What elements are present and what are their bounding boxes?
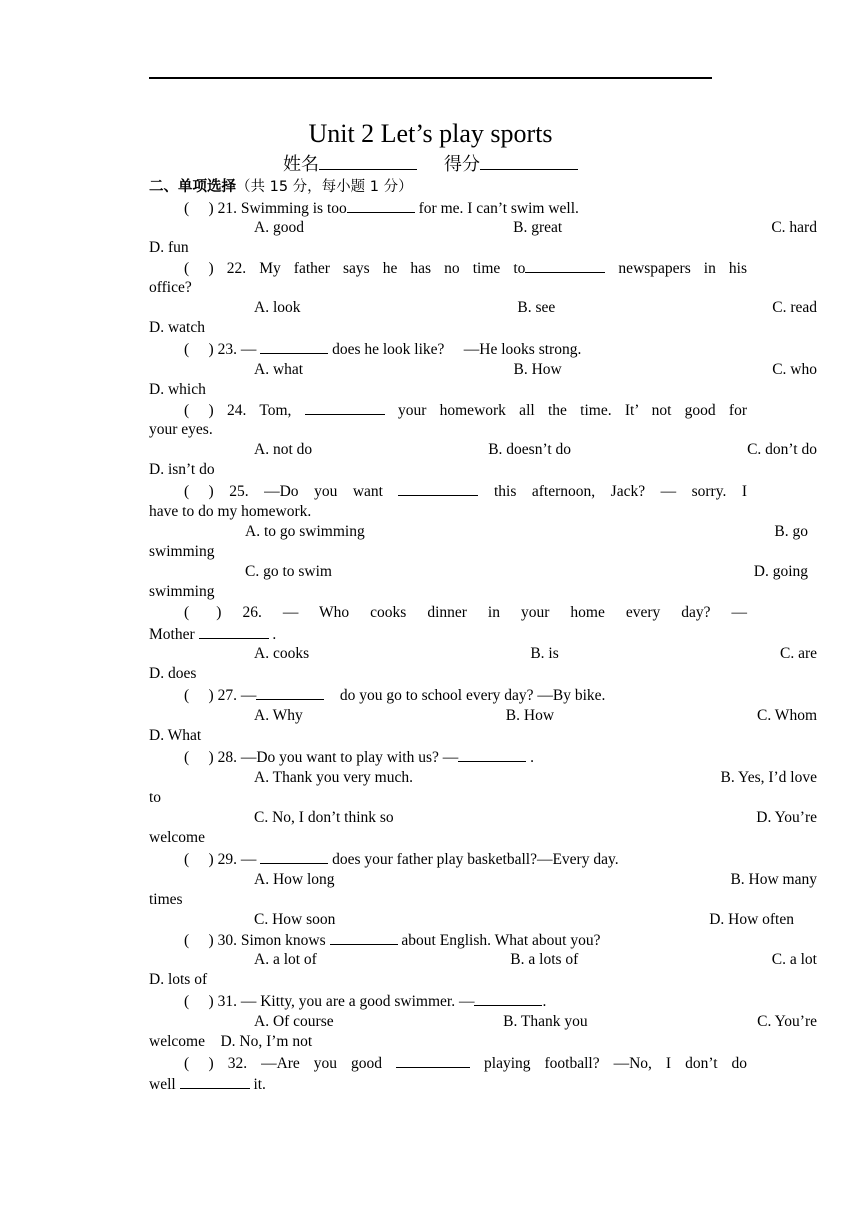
question-stem-end: for me. I can’t swim well.: [414, 200, 579, 217]
options-row: [149, 950, 817, 970]
question-stem: well: [149, 1076, 180, 1093]
option-overflow: swimming: [149, 543, 215, 560]
option-c: C. Whom: [757, 707, 817, 724]
answer-blank: [458, 747, 526, 762]
question-continuation: have to do my homework.: [149, 503, 312, 520]
question-number: 30.: [217, 932, 237, 949]
option-overflow: swimming: [149, 583, 215, 600]
answer-blank: [347, 198, 415, 213]
question-stem-end: do you go to school every day? —By bike.: [324, 687, 606, 704]
question-number: 31.: [217, 993, 237, 1010]
question-stem: Simon knows: [240, 932, 330, 949]
options-row: [149, 768, 817, 788]
option-b: B. is: [530, 645, 559, 662]
option-a: A. to go swimming: [245, 523, 365, 540]
option-a: A. look: [254, 299, 301, 316]
score-label: 得分: [444, 154, 480, 174]
question-stem: —: [240, 341, 261, 358]
option-b: B. great: [513, 219, 563, 236]
option-a: A. Thank you very much.: [254, 769, 413, 786]
option-d: D. does: [149, 665, 197, 682]
answer-blank: [474, 991, 542, 1006]
question-number: 29.: [217, 851, 237, 868]
option-a: A. good: [254, 219, 304, 236]
options-row: [149, 910, 794, 930]
question-stem: —Do you want to play with us? —: [240, 749, 459, 766]
option-a: A. Of course: [254, 1013, 334, 1030]
name-blank[interactable]: [319, 153, 417, 170]
question-stem: Mother: [149, 626, 199, 643]
question-stem-end: this afternoon, Jack? — sorry. I: [478, 483, 748, 500]
question-stem-end: your homework all the time. It’ not good for: [384, 402, 747, 419]
option-b: B. see: [517, 299, 556, 316]
question-stem-end: does your father play basketball?—Every day.: [328, 851, 619, 868]
options-row: [149, 522, 808, 542]
option-c: C. read: [772, 299, 817, 316]
question-stem: Tom,: [259, 402, 305, 419]
question-stem: Swimming is too: [240, 200, 347, 217]
option-d: D. How often: [709, 911, 794, 928]
question-30: [149, 930, 747, 951]
options-row: [149, 706, 817, 726]
question-24: [149, 400, 747, 421]
question-stem-end: newspapers in his: [605, 260, 748, 277]
option-a: A. a lot of: [254, 951, 317, 968]
option-d: D. You’re: [756, 809, 817, 826]
question-stem-end: .: [268, 626, 277, 643]
question-stem: My father says he has no time to: [259, 260, 526, 277]
question-stem-end: .: [526, 749, 534, 766]
option-c: C. don’t do: [747, 441, 817, 458]
option-overflow: welcome D. No, I’m not: [149, 1033, 313, 1050]
question-number: 23.: [217, 341, 237, 358]
question-21: [149, 198, 747, 219]
question-32: [149, 1053, 747, 1074]
answer-blank: [398, 481, 478, 496]
answer-blank: [396, 1053, 470, 1068]
question-stem: — Kitty, you are a good swimmer. —: [240, 993, 475, 1010]
option-a: A. cooks: [254, 645, 310, 662]
page-title: Unit 2 Let’s play sports: [308, 119, 553, 148]
option-a: A. Why: [254, 707, 303, 724]
option-b: B. Yes, I’d love: [720, 769, 817, 786]
question-number: 25.: [229, 483, 249, 500]
answer-paren[interactable]: ( ): [184, 687, 214, 704]
name-score-line: [149, 150, 712, 176]
section-note: （共 15 分，每小题 1 分）: [236, 179, 413, 195]
answer-blank: [260, 849, 328, 864]
question-stem-end: playing football? —No, I don’t do: [470, 1055, 747, 1072]
question-stem-end: it.: [249, 1076, 266, 1093]
answer-paren[interactable]: ( ): [184, 932, 214, 949]
section-title: 二、单项选择: [149, 179, 236, 195]
question-number: 26.: [242, 604, 262, 621]
options-row: [149, 360, 817, 380]
option-c: C. are: [779, 645, 817, 662]
question-stem: —Are you good: [261, 1055, 397, 1072]
option-d: D. What: [149, 727, 202, 744]
option-c: C. who: [772, 361, 817, 378]
answer-paren[interactable]: ( ): [184, 200, 214, 217]
answer-blank: [180, 1074, 250, 1089]
answer-blank: [305, 400, 385, 415]
option-d: D. isn’t do: [149, 461, 215, 478]
section-heading: [149, 177, 712, 197]
question-number: 21.: [217, 200, 237, 217]
options-row: [149, 562, 808, 582]
options-row: [149, 1012, 817, 1032]
question-stem-end: does he look like? —He looks strong.: [328, 341, 582, 358]
answer-paren[interactable]: ( ): [184, 483, 214, 500]
option-b: B. Thank you: [503, 1013, 588, 1030]
question-stem-end: about English. What about you?: [397, 932, 601, 949]
option-c: C. You’re: [757, 1013, 817, 1030]
options-row: [149, 870, 817, 890]
option-b: B. How: [513, 361, 562, 378]
options-row: [149, 644, 817, 664]
option-b: B. a lots of: [510, 951, 579, 968]
option-d: D. which: [149, 381, 206, 398]
question-stem: —: [240, 687, 257, 704]
option-overflow: welcome: [149, 829, 205, 846]
name-label: 姓名: [283, 154, 319, 174]
options-row: [149, 298, 817, 318]
answer-paren[interactable]: ( ): [184, 341, 214, 358]
question-25: [149, 481, 747, 502]
question-continuation: [149, 1074, 712, 1095]
question-continuation: office?: [149, 279, 192, 296]
answer-paren[interactable]: ( ): [184, 749, 214, 766]
answer-paren[interactable]: ( ): [184, 993, 214, 1010]
question-number: 22.: [226, 260, 247, 277]
score-blank[interactable]: [480, 153, 578, 170]
answer-paren[interactable]: ( ): [184, 851, 214, 868]
option-b: B. doesn’t do: [488, 441, 572, 458]
question-stem: —Do you want: [264, 483, 399, 500]
answer-blank: [199, 624, 269, 639]
option-d: D. going: [753, 563, 808, 580]
question-number: 32.: [227, 1055, 248, 1072]
question-stem-end: .: [542, 993, 547, 1010]
question-continuation: [149, 624, 712, 645]
answer-paren[interactable]: ( ): [184, 604, 222, 621]
question-stem: — Who cooks dinner in your home every day? —: [282, 604, 747, 621]
option-a: A. How long: [254, 871, 335, 888]
answer-blank: [256, 685, 324, 700]
option-d: D. watch: [149, 319, 205, 336]
answer-blank: [260, 339, 328, 354]
question-29: [149, 849, 747, 870]
options-row: [149, 440, 817, 460]
option-b: B. go: [774, 523, 808, 540]
question-number: 24.: [226, 402, 247, 419]
option-d: D. lots of: [149, 971, 208, 988]
question-28: [149, 747, 747, 768]
answer-blank: [525, 258, 605, 273]
question-26: [149, 603, 747, 623]
question-27: [149, 685, 747, 706]
question-number: 28.: [217, 749, 237, 766]
option-a: A. what: [254, 361, 304, 378]
option-c: C. hard: [771, 219, 817, 236]
option-b: B. How: [505, 707, 555, 724]
header-rule: [149, 77, 712, 79]
option-c: C. No, I don’t think so: [254, 809, 394, 826]
option-a: A. not do: [254, 441, 313, 458]
question-number: 27.: [217, 687, 237, 704]
answer-paren[interactable]: ( ): [184, 260, 214, 277]
answer-paren[interactable]: ( ): [184, 402, 214, 419]
question-23: [149, 339, 747, 360]
question-31: [149, 991, 747, 1012]
option-c: C. go to swim: [245, 563, 332, 580]
option-d: D. fun: [149, 239, 189, 256]
option-b: B. How many: [730, 871, 817, 888]
answer-paren[interactable]: ( ): [184, 1055, 214, 1072]
answer-blank: [330, 930, 398, 945]
option-overflow: to: [149, 789, 162, 806]
question-22: [149, 258, 747, 279]
options-row: [149, 808, 817, 828]
question-stem: —: [240, 851, 261, 868]
option-c: C. How soon: [254, 911, 336, 928]
option-c: C. a lot: [771, 951, 817, 968]
option-overflow: times: [149, 891, 183, 908]
options-row: [149, 218, 817, 238]
question-continuation: your eyes.: [149, 421, 213, 438]
